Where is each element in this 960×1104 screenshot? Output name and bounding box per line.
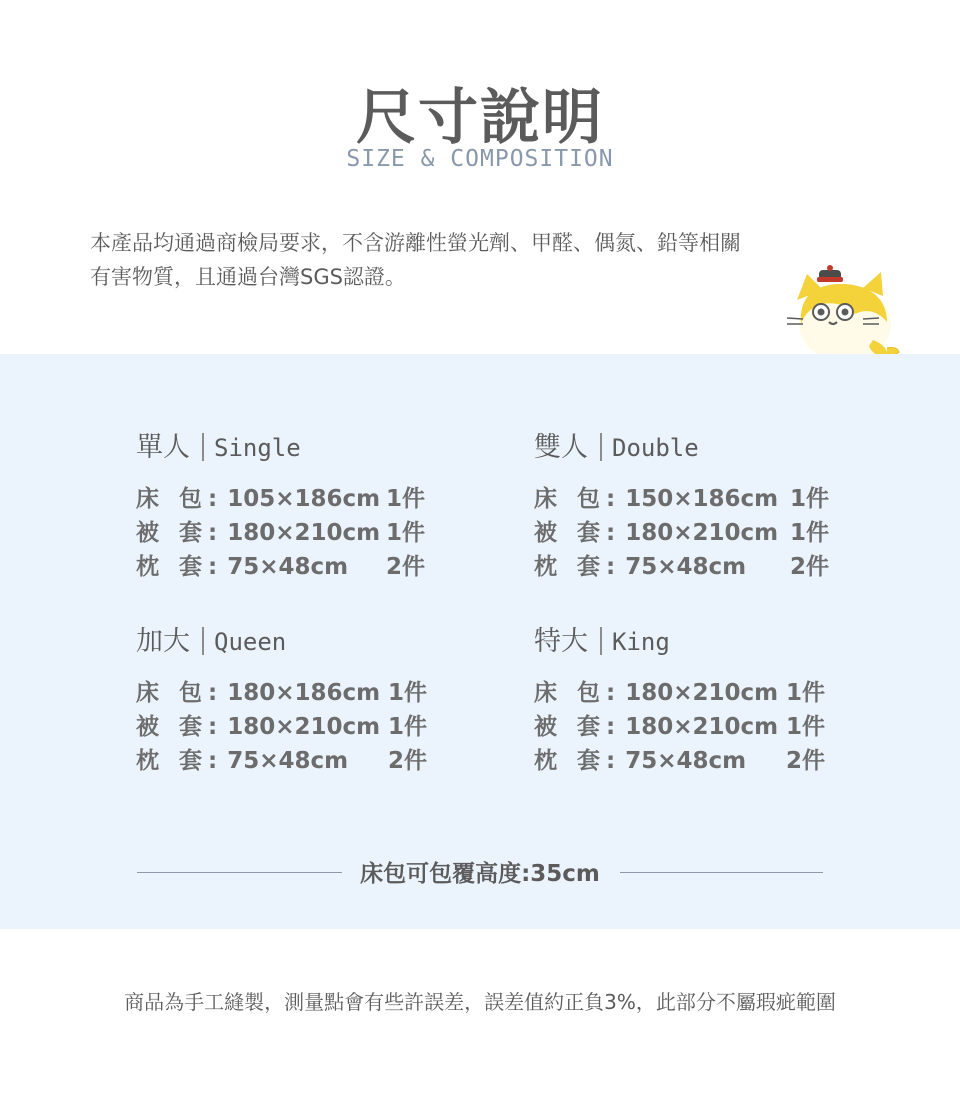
size-row: 枕 套: 75×48cm 2件	[136, 744, 496, 778]
row-dims: 105×186cm	[227, 486, 381, 512]
row-qty: 1件	[790, 520, 830, 546]
row-qty: 1件	[388, 680, 428, 706]
row-qty: 1件	[790, 486, 830, 512]
size-king-heading	[534, 624, 894, 660]
row-label: 床 包	[534, 680, 607, 706]
row-dims: 180×210cm	[227, 714, 381, 740]
row-dims: 75×48cm	[227, 554, 349, 580]
row-dims: 180×210cm	[625, 680, 779, 706]
row-label: 床 包	[534, 486, 607, 512]
row-dims: 180×210cm	[625, 714, 779, 740]
size-row: 被 套: 180×210cm 1件	[136, 516, 496, 550]
row-qty: 2件	[786, 748, 826, 774]
coverage-divider-right	[620, 872, 823, 873]
size-row: 被 套: 180×210cm 1件	[534, 516, 894, 550]
intro-text	[90, 226, 880, 294]
size-queen-zh: 加大	[136, 626, 190, 657]
cat-mascot-icon	[783, 262, 903, 366]
size-row: 床 包: 180×186cm 1件	[136, 676, 496, 710]
row-dims: 180×186cm	[227, 680, 381, 706]
row-label: 被 套	[136, 714, 209, 740]
size-double-zh: 雙人	[534, 432, 588, 463]
size-double	[534, 430, 894, 584]
row-qty: 2件	[388, 748, 428, 774]
size-double-en: Double	[612, 434, 699, 462]
size-row: 被 套: 180×210cm 1件	[534, 710, 894, 744]
size-single	[136, 430, 496, 584]
size-single-heading	[136, 430, 496, 466]
heading-divider	[202, 627, 204, 655]
row-qty: 2件	[386, 554, 426, 580]
size-row: 床 包: 105×186cm 1件	[136, 482, 496, 516]
size-queen-en: Queen	[214, 628, 287, 656]
size-queen-heading	[136, 624, 496, 660]
size-row: 枕 套: 75×48cm 2件	[534, 744, 894, 778]
row-label: 枕 套	[136, 748, 209, 774]
intro-line-1: 本產品均通過商檢局要求，不含游離性螢光劑、甲醛、偶氮、鉛等相關	[90, 231, 741, 255]
size-row: 床 包: 150×186cm 1件	[534, 482, 894, 516]
row-qty: 1件	[386, 520, 426, 546]
row-label: 枕 套	[534, 554, 607, 580]
size-queen	[136, 624, 496, 778]
row-dims: 75×48cm	[227, 748, 349, 774]
size-single-zh: 單人	[136, 432, 190, 463]
row-qty: 1件	[388, 714, 428, 740]
row-label: 被 套	[136, 520, 209, 546]
heading-divider	[202, 433, 204, 461]
row-label: 床 包	[136, 486, 209, 512]
size-row: 被 套: 180×210cm 1件	[136, 710, 496, 744]
size-king-en: King	[612, 628, 670, 656]
page-subtitle: SIZE & COMPOSITION	[346, 146, 614, 172]
row-label: 枕 套	[534, 748, 607, 774]
size-double-heading	[534, 430, 894, 466]
row-qty: 2件	[790, 554, 830, 580]
footnote: 商品為手工縫製，測量點會有些許誤差，誤差值約正負3%，此部分不屬瑕疵範圍	[124, 990, 836, 1014]
row-label: 被 套	[534, 520, 607, 546]
coverage-divider-left	[137, 872, 342, 873]
size-row: 枕 套: 75×48cm 2件	[136, 550, 496, 584]
page-title: 尺寸說明	[356, 83, 604, 153]
size-king-zh: 特大	[534, 626, 588, 657]
coverage-height: 床包可包覆高度:35cm	[360, 861, 600, 887]
size-row: 床 包: 180×210cm 1件	[534, 676, 894, 710]
row-label: 枕 套	[136, 554, 209, 580]
row-label: 床 包	[136, 680, 209, 706]
heading-divider	[600, 433, 602, 461]
row-dims: 75×48cm	[625, 748, 747, 774]
row-dims: 180×210cm	[227, 520, 381, 546]
row-dims: 150×186cm	[625, 486, 779, 512]
intro-line-2: 有害物質，且通過台灣SGS認證。	[90, 265, 406, 289]
row-label: 被 套	[534, 714, 607, 740]
row-dims: 75×48cm	[625, 554, 747, 580]
size-single-en: Single	[214, 434, 301, 462]
size-row: 枕 套: 75×48cm 2件	[534, 550, 894, 584]
row-qty: 1件	[386, 486, 426, 512]
heading-divider	[600, 627, 602, 655]
row-dims: 180×210cm	[625, 520, 779, 546]
size-king	[534, 624, 894, 778]
row-qty: 1件	[786, 714, 826, 740]
row-qty: 1件	[786, 680, 826, 706]
